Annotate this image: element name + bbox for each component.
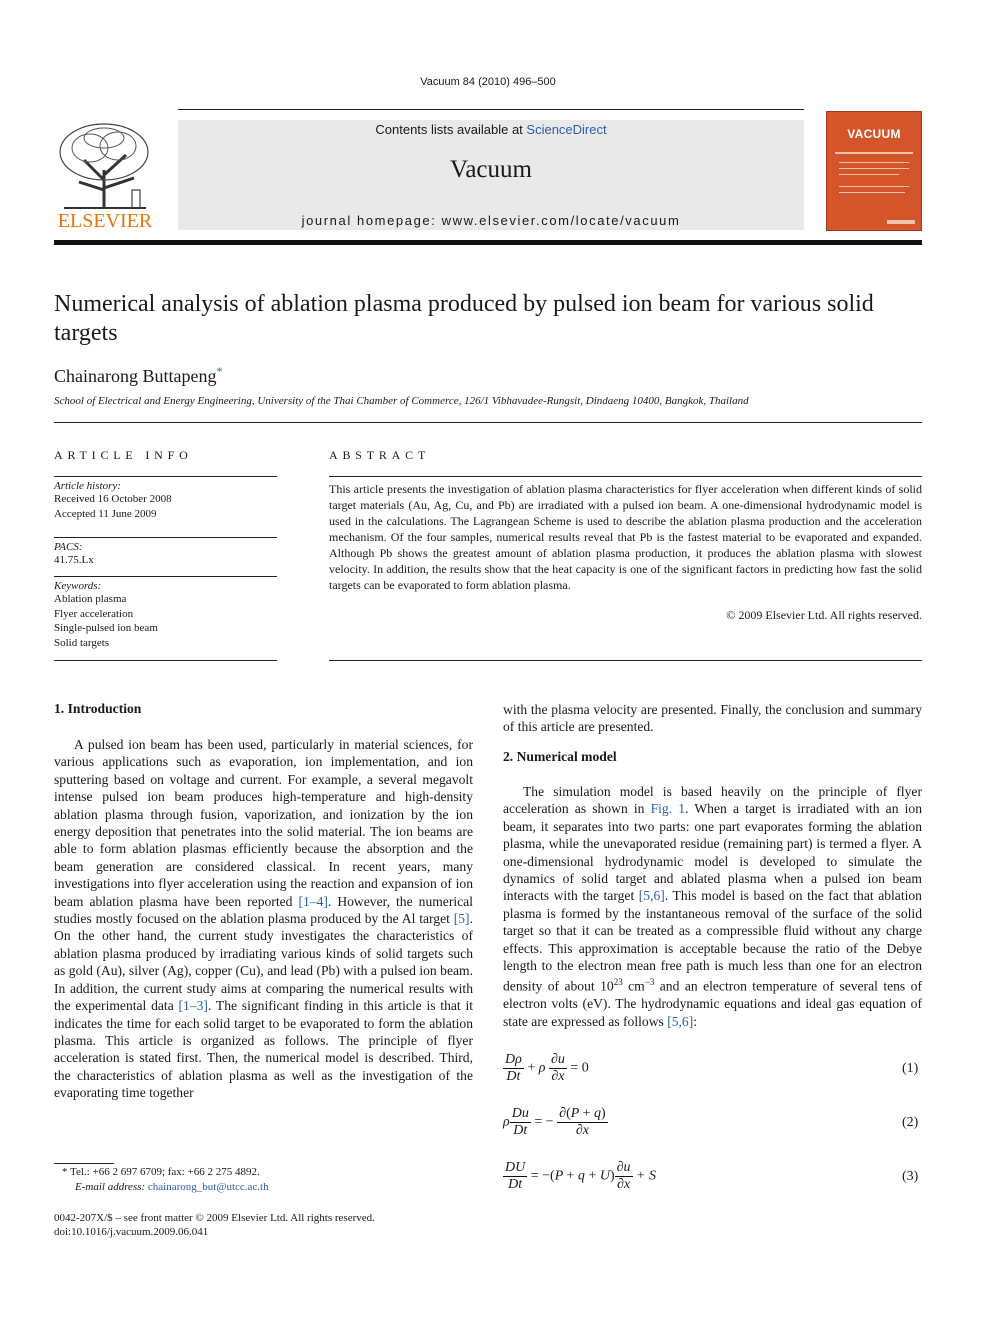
equation-tail: + S [636, 1168, 656, 1184]
unit: cm [622, 979, 645, 994]
keyword: Solid targets [54, 636, 110, 649]
model-text: . When a target is irradiated with an ion beam, it separates into two parts: one part evaporates forming the ablation plasma, while the unevaporated residue (remaining part) is termed a flyer. A one-dimensional hydrodynamic model is developed to simulate the dynamics of solid target and ablated plasma when a pulsed ion beam interacts with the target [503, 801, 922, 904]
pacs-block [54, 541, 277, 568]
masthead-divider [54, 240, 922, 245]
author-contact-footnote: * Tel.: +66 2 697 6709; fax: +66 2 275 4892. [62, 1166, 260, 1178]
author-line [54, 364, 222, 387]
keyword: Single-pulsed ion beam [54, 622, 158, 634]
keyword: Flyer acceleration [54, 607, 134, 620]
footnote-rule [54, 1163, 114, 1164]
equation-number: (1) [902, 1061, 919, 1076]
doi-line[interactable]: doi:10.1016/j.vacuum.2009.06.041 [54, 1226, 209, 1238]
issn-line: 0042-207X/$ – see front matter © 2009 Elsevier Ltd. All rights reserved. [54, 1212, 375, 1224]
abstract-copyright: © 2009 Elsevier Ltd. All rights reserved. [726, 608, 922, 622]
equation-number: (3) [902, 1169, 919, 1184]
abstract-rule [329, 476, 922, 477]
info-rule [54, 660, 277, 661]
exponent: −3 [644, 977, 655, 988]
pacs-code: 41.75.Lx [54, 554, 94, 566]
model-text: . This model is based on the fact that ablation plasma is formed by the instantaneous removal of the surface of the solid target so that it can be treated as a compressible fluid without any charge effects. This approximation is acceptable because the ratio of the Debye length to the electron mean free path is much less than one for an electron density of about 10 [503, 888, 922, 994]
journal-citation: Vacuum 84 (2010) 496–500 [420, 76, 556, 88]
contents-line [178, 122, 804, 137]
journal-name: Vacuum [450, 156, 532, 183]
received-date: Received 16 October 2008 [54, 493, 172, 505]
section-heading-introduction: 1. Introduction [54, 701, 142, 716]
model-text: and an electron temperature of several tens of electron volts (eV). The hydrodynamic equations and ideal gas equation of state are expressed as follows [503, 979, 922, 1029]
exponent: 23 [613, 977, 623, 988]
equation-1: $\frac{D\rho}{Dt}$ + ρ $\frac{\partial u}{\partial x}$ = 0 [505, 1052, 589, 1084]
section-heading-numerical-model: 2. Numerical model [503, 749, 617, 764]
reference-link[interactable]: [5,6] [638, 888, 665, 904]
intro-text: . The significant finding in this article is that it indicates the time for each solid target to be evaporated to form the ablation plasma. This article is organized as follows. The principle of flyer acceleration is stated first. Then, the numerical model is described. Third, the characteristics of ablation plasma as well as the investigation of the evaporating time together [54, 998, 473, 1101]
intro-text: A pulsed ion beam has been used, particularly in material sciences, for various applications such as evaporation, ion implementation, and ion sputtering based on voltage and current. For example, a several megavolt intense pulsed ion beam produces high-temperature and high-density ablation plasma through fusion, vaporization, and ionization by the ion energy deposition that penetrates into the solid material. The ion beams are able to form ablation plasmas efficiently because the absorption and the beam generation are considered classical. In recent years, many investigations into flyer acceleration using the reaction and expansion of ion beam ablation plasma have been reported [54, 737, 473, 909]
abstract-heading: ABSTRACT [329, 448, 431, 462]
journal-homepage[interactable]: journal homepage: www.elsevier.com/locate/vacuum [301, 213, 681, 228]
email-label: E-mail address: [75, 1181, 148, 1193]
info-rule [54, 537, 277, 538]
keywords-block [54, 580, 277, 650]
author-name: Chainarong Buttapeng [54, 366, 217, 386]
email-link[interactable]: chainarong_but@utcc.ac.th [147, 1181, 269, 1193]
reference-link[interactable]: [5] [453, 911, 470, 927]
article-history [54, 480, 277, 521]
article-title: Numerical analysis of ablation plasma produced by pulsed ion beam for various solid targets [54, 291, 874, 346]
model-text: : [693, 1013, 698, 1029]
history-label: Article history: [54, 480, 121, 492]
article-info-heading: ARTICLE INFO [54, 448, 193, 462]
accepted-date: Accepted 11 June 2009 [54, 507, 157, 520]
reference-link[interactable]: [5,6] [667, 1013, 694, 1029]
intro-text: . However, the numerical studies mostly focused on the ablation plasma produced by the Al target [54, 893, 473, 927]
header-rule [178, 109, 804, 110]
abstract-text: This article presents the investigation of ablation plasma characteristics for flyer acceleration when different kinds of solid target materials (Au, Ag, Cu, and Pb) are irradiated with a pulsed ion beam. A one-dimensional hydrodynamic model is used in the calculations. The Lagrangean Scheme is used to describe the ablation plasma production and the acceleration mechanism. Of the four samples, numerical results reveal that Pb is the fastest material to be evaporated and expanded. Although Pb shows the greatest amount of ablation plasma production, it produces the ablation plasma with slowest velocity. In addition, the results show that the heat capacity is one of the significant factors in predicting how fast the solid targets can be evaporated to form ablation plasma. [329, 482, 922, 592]
sciencedirect-link[interactable]: ScienceDirect [526, 122, 607, 137]
introduction-paragraph [54, 736, 473, 1102]
affiliation-rule [54, 422, 922, 423]
reference-link[interactable]: [1–4] [298, 893, 328, 909]
email-footnote [75, 1181, 269, 1193]
numerical-model-paragraph [503, 783, 922, 1030]
equation-rhs: = 0 [570, 1060, 589, 1076]
info-rule [54, 576, 277, 577]
equation-3: $\frac{DU}{Dt}$ = −(P + q + U) $\frac{\partial u}{\partial x}$ + S [505, 1160, 656, 1192]
reference-link[interactable]: [1–3] [178, 998, 208, 1014]
intro-text: . On the other hand, the current study investigates the characteristics of ablation plasma produced by irradiating various kinds of solid targets such as gold (Au), silver (Ag), copper (Cu), and lead (Pb) with a pulsed ion beam. In addition, the current study aims at comparing the numerical results with the experimental data [54, 911, 473, 1014]
figure-link[interactable]: Fig. 1 [650, 801, 686, 817]
equation-2: ρ $\frac{Du}{Dt}$ = − $\frac{\partial(P + q)}{\partial x}$ [503, 1106, 606, 1138]
cover-title: VACUUM [847, 127, 901, 141]
info-rule [54, 476, 277, 477]
pacs-label: PACS: [54, 541, 83, 553]
keyword: Ablation plasma [54, 593, 127, 605]
author-affiliation: School of Electrical and Energy Engineering, University of the Thai Chamber of Commerce, 126/1 Vibhavadee-Rungsit, Dindaeng 10400, Bangkok, Thailand [54, 395, 749, 407]
elsevier-wordmark: ELSEVIER [57, 210, 153, 232]
author-footnote-mark[interactable]: * [216, 364, 223, 378]
abstract-rule [329, 660, 922, 661]
contents-prefix: Contents lists available at [375, 122, 527, 137]
introduction-continued: with the plasma velocity are presented. Finally, the conclusion and summary of this article are presented. [503, 702, 922, 735]
keywords-label: Keywords: [54, 580, 102, 592]
equation-number: (2) [902, 1115, 919, 1130]
model-text: The simulation model is based heavily on the principle of flyer acceleration as shown in [503, 784, 922, 817]
